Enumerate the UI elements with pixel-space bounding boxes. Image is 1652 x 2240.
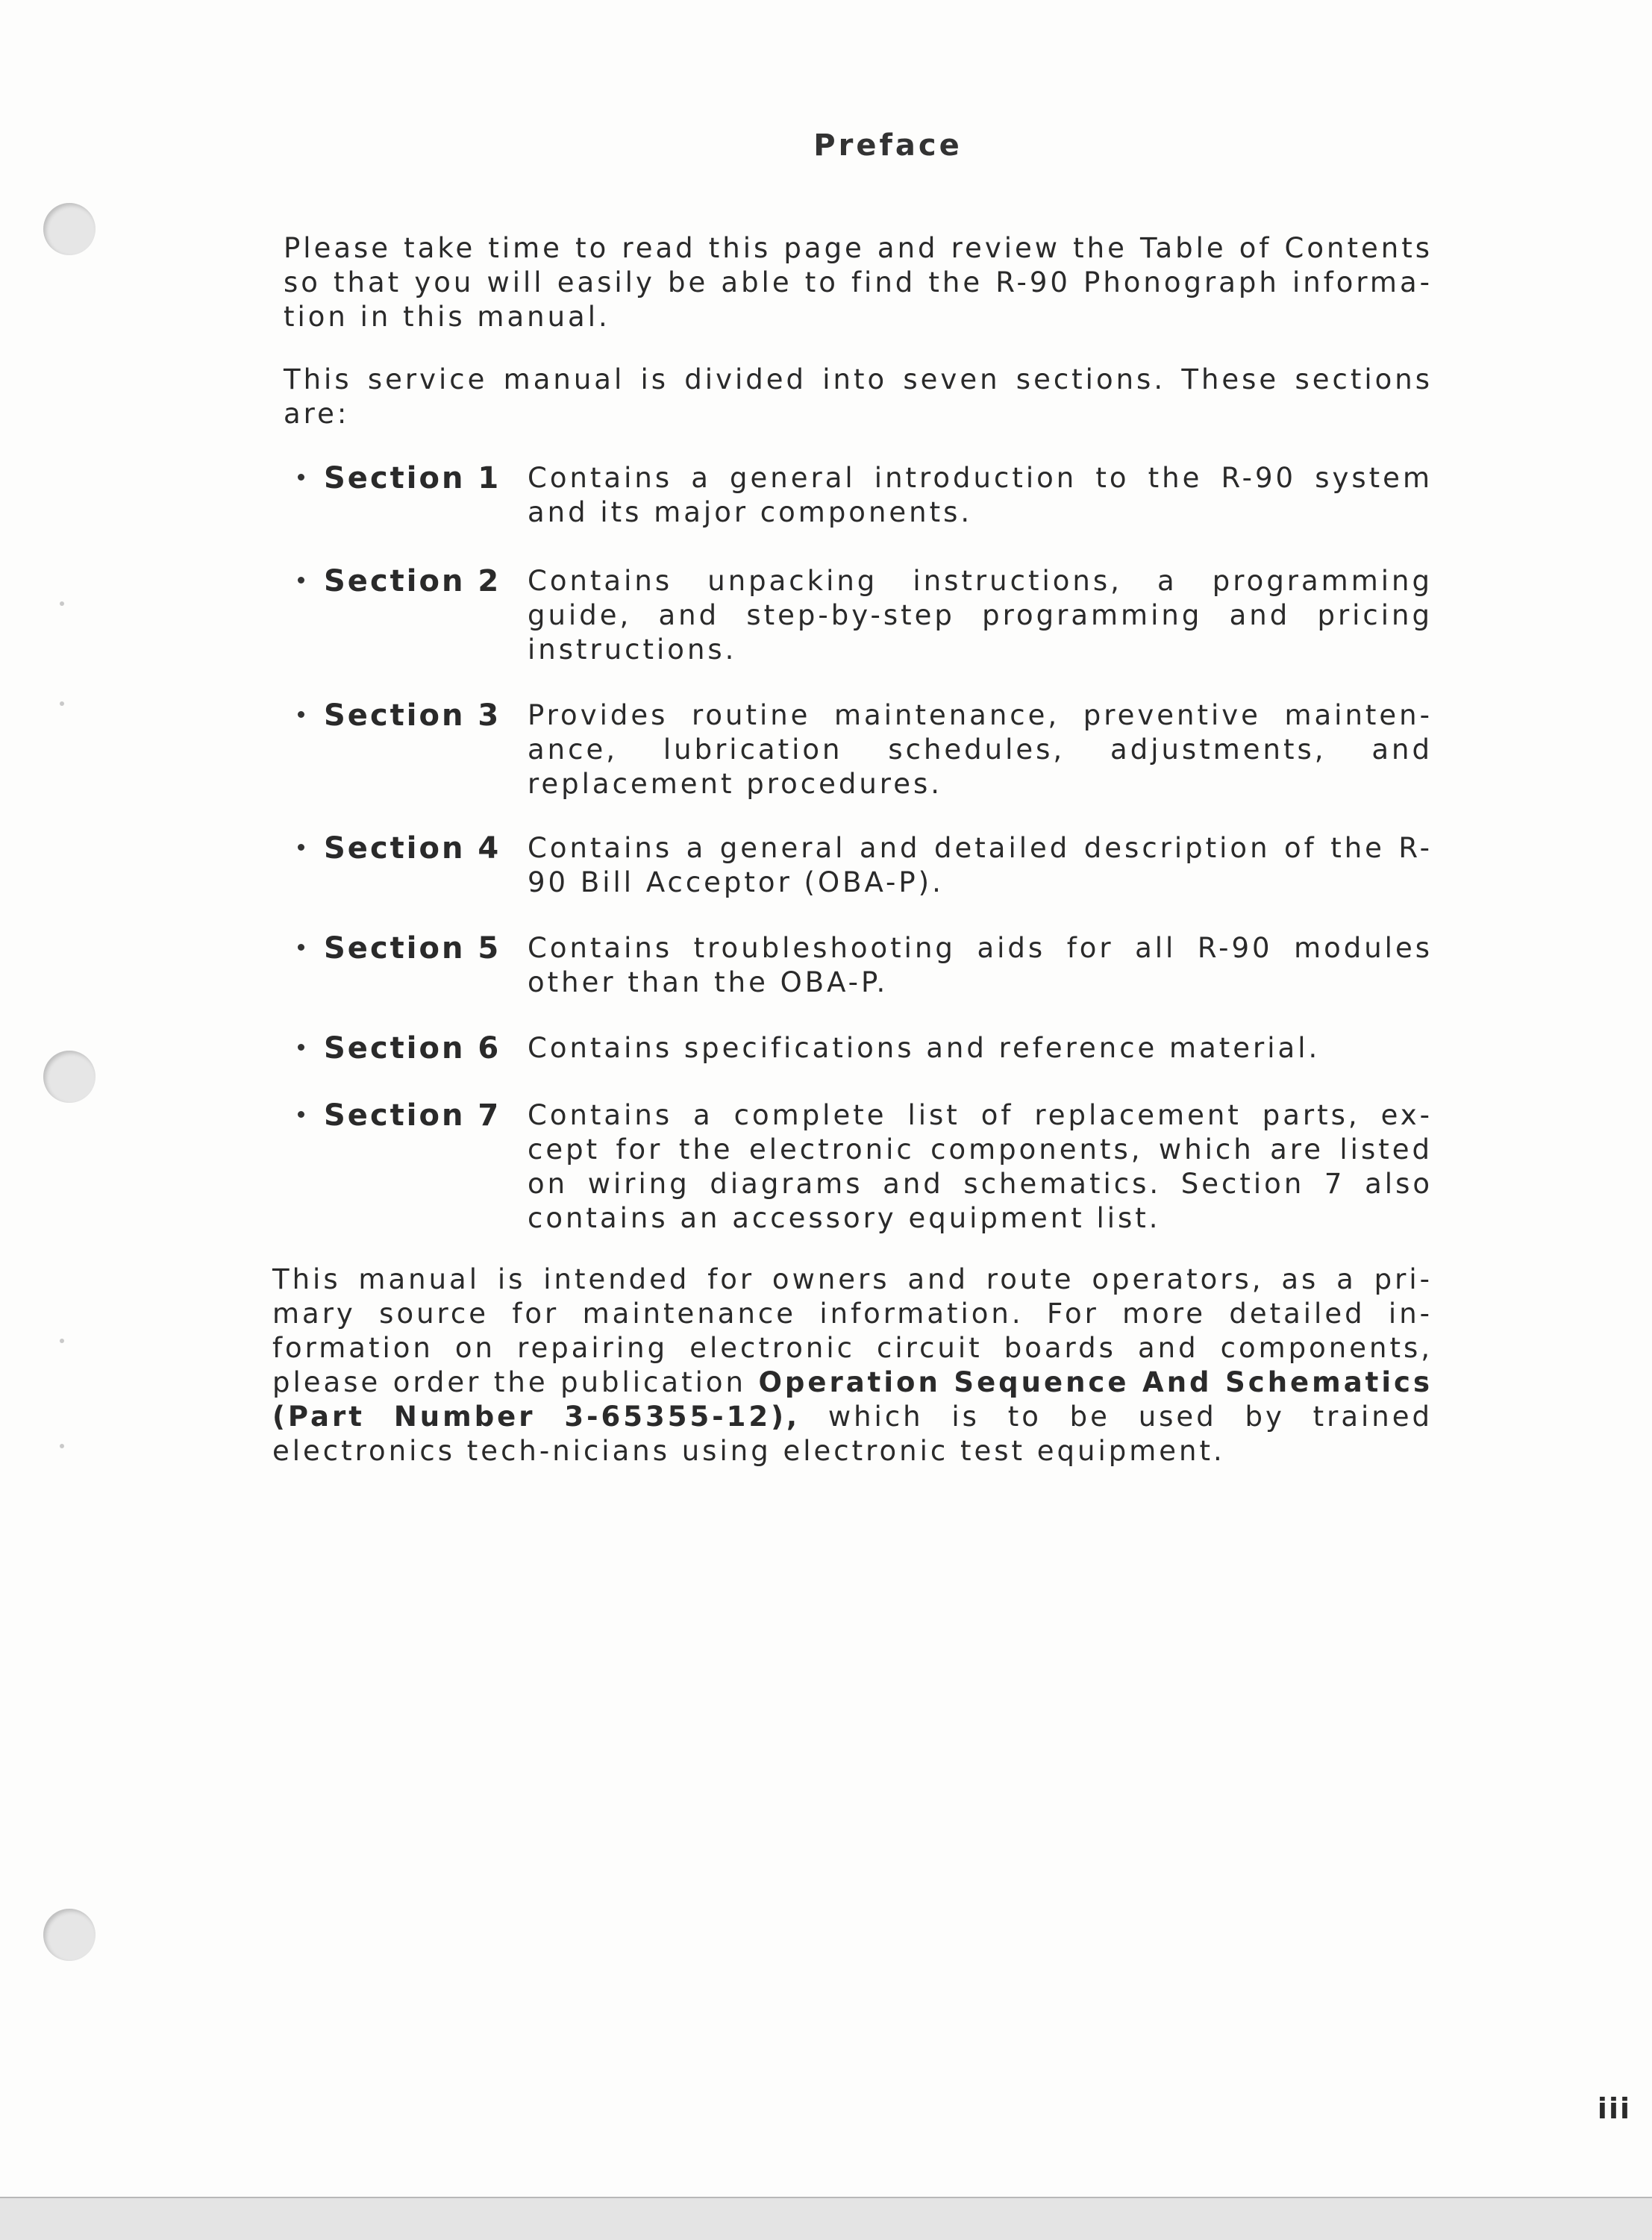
binder-hole-middle bbox=[43, 1051, 96, 1103]
intro-paragraph: This service manual is divided into seven sections. These sections are: bbox=[284, 363, 1433, 430]
closing-text: which is to be used by trained electronics tech-nicians using electronic test equipment. bbox=[272, 1401, 1433, 1467]
section-label: Section 6 bbox=[295, 1031, 501, 1066]
section-description: Contains a complete list of replacement parts, ex-cept for the electronic components, which are listed on wiring diagrams and schematics. Section 7 also contains an accessory equipment list. bbox=[528, 1099, 1433, 1234]
bullet-icon bbox=[298, 1111, 304, 1118]
binder-hole-top bbox=[43, 203, 96, 255]
bullet-icon bbox=[298, 844, 304, 851]
section-label: Section 7 bbox=[295, 1098, 501, 1133]
bullet-icon bbox=[298, 577, 304, 584]
section-description: Contains a general and detailed description of the R-90 Bill Acceptor (OBA-P). bbox=[528, 832, 1433, 898]
section-label: Section 2 bbox=[295, 564, 501, 598]
scan-bottom-edge bbox=[0, 2197, 1652, 2240]
closing-paragraph bbox=[272, 1263, 1433, 1468]
scan-speck bbox=[60, 601, 64, 606]
section-label: Section 3 bbox=[295, 698, 501, 733]
section-description: Contains a general introduction to the R-90 system and its major components. bbox=[528, 462, 1433, 528]
section-label: Section 4 bbox=[295, 831, 501, 866]
bullet-icon bbox=[298, 1044, 304, 1051]
scan-speck bbox=[60, 701, 64, 706]
page-number: iii bbox=[1597, 2092, 1631, 2125]
section-description: Provides routine maintenance, preventive mainten-ance, lubrication schedules, adjustments, and replacement procedures. bbox=[528, 699, 1433, 800]
closing-text: This manual is intended for owners and route operators, as a pri-mary source for maintenance information. For more detailed in-formation on repairing electronic circuit boards and components, please order the publication bbox=[272, 1263, 1433, 1398]
scan-speck bbox=[60, 1339, 64, 1343]
section-description: Contains unpacking instructions, a programming guide, and step-by-step programming and pricing instructions. bbox=[528, 565, 1433, 666]
section-label: Section 1 bbox=[295, 461, 501, 495]
intro-paragraph: Please take time to read this page and review the Table of Contents so that you will easily be able to find the R-90 Phonograph informa-tion in this manual. bbox=[284, 232, 1433, 333]
section-description: Contains troubleshooting aids for all R-90 modules other than the OBA-P. bbox=[528, 932, 1433, 998]
bullet-icon bbox=[298, 944, 304, 951]
section-label: Section 5 bbox=[295, 931, 501, 966]
scan-speck bbox=[60, 1444, 64, 1448]
bullet-icon bbox=[298, 474, 304, 481]
bullet-icon bbox=[298, 711, 304, 718]
publication-title: Operation Sequence And Schematics (Part Number 3-65355-12), bbox=[272, 1366, 1433, 1433]
page-title: Preface bbox=[813, 128, 963, 163]
section-description: Contains specifications and reference material. bbox=[528, 1032, 1321, 1064]
binder-hole-bottom bbox=[43, 1909, 96, 1961]
